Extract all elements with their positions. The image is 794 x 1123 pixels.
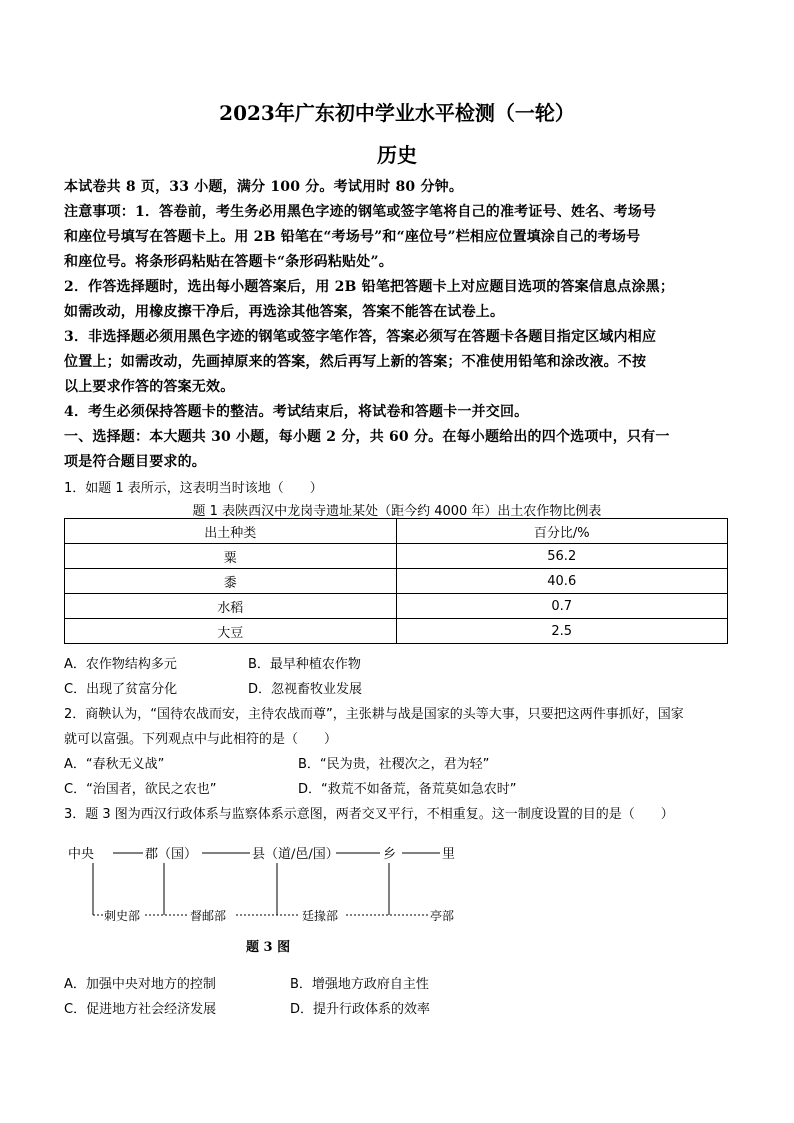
q1-table-caption: 题 1 表陕西汉中龙岗寺遗址某处（距今约 4000 年）出土农作物比例表 [192,504,602,519]
q1-option-a[interactable]: A．农作物结构多元 [64,657,177,672]
table-row [65,544,728,569]
q2-option-d[interactable]: D．“救荒不如备荒，备荒莫如急农时” [298,782,517,797]
table-cell: 56.2 [396,544,728,569]
instruction-line: 位置上；如需改动，先画掉原来的答案，然后再写上新的答案；不准使用铅笔和涂改液。不按 [64,354,647,370]
table-cell: 2.5 [396,619,728,644]
q3-diagram [0,835,794,965]
table-header-cell: 百分比/% [396,519,728,544]
table-cell: 水稻 [65,594,397,619]
instruction-line: 和座位号。将条形码粘贴在答题卡“条形码粘贴处”。 [64,254,393,270]
q3-option-b[interactable]: B．增强地方政府自主性 [290,977,429,992]
subject-title: 历史 [377,143,417,167]
q1-option-b[interactable]: B．最早种植农作物 [248,657,361,672]
diagram-label-admin: 中央 [68,847,95,862]
instruction-line: 本试卷共 8 页，33 小题，满分 100 分。考试用时 80 分钟。 [64,179,464,195]
diagram-label-admin: 县（道/邑/国） [252,847,339,862]
section-heading: 项是符合题目要求的。 [64,454,206,470]
table-row [65,594,728,619]
instruction-line: 注意事项：1．答卷前，考生务必用黑色字迹的钢笔或签字笔将自己的准考证号、姓名、考场号 [64,204,657,220]
exam-title: 2023年广东初中学业水平检测（一轮） [219,101,575,125]
diagram-label-supervision: 刺史部 [104,909,141,923]
q3-option-c[interactable]: C．促进地方社会经济发展 [64,1002,217,1017]
q3-stem: 3．题 3 图为西汉行政体系与监察体系示意图，两者交叉平行，不相重复。这一制度设置的目的是（ ） [64,807,674,822]
q2-stem: 就可以富强。下列观点中与此相符的是（ ） [64,732,338,747]
instruction-line: 4．考生必须保持答题卡的整洁。考试结束后，将试卷和答题卡一并交回。 [64,404,529,420]
table-header-row [65,519,728,544]
table-cell: 大豆 [65,619,397,644]
diagram-label-supervision: 督邮部 [190,909,227,923]
instruction-line: 如需改动，用橡皮擦干净后，再选涂其他答案，答案不能答在试卷上。 [64,304,505,320]
table-row [65,619,728,644]
instruction-line: 以上要求作答的答案无效。 [64,379,235,395]
table-cell: 0.7 [396,594,728,619]
table-row [65,569,728,594]
diagram-label-supervision: 廷掾部 [302,909,339,923]
q2-option-c[interactable]: C．“治国者，欲民之农也” [64,782,217,797]
table-header-cell: 出土种类 [65,519,397,544]
diagram-label-supervision: 亭部 [430,909,455,923]
q3-option-d[interactable]: D．提升行政体系的效率 [290,1002,431,1017]
instruction-line: 2．作答选择题时，选出每小题答案后，用 2B 铅笔把答题卡上对应题目选项的答案信息点涂黑； [64,279,675,295]
table-cell: 黍 [65,569,397,594]
q3-figure-caption: 题 3 图 [246,940,291,955]
q1-table [64,518,728,644]
section-heading: 一、选择题：本大题共 30 小题，每小题 2 分，共 60 分。在每小题给出的四个选项中，只有一 [64,429,670,445]
q1-stem: 1．如题 1 表所示，这表明当时该地（ ） [64,481,323,496]
diagram-label-admin: 里 [442,847,456,862]
table-cell: 40.6 [396,569,728,594]
instruction-line: 3．非选择题必须用黑色字迹的钢笔或签字笔作答，答案必须写在答题卡各题目指定区域内相应 [64,329,657,345]
q2-option-a[interactable]: A．“春秋无义战” [64,757,165,772]
q3-option-a[interactable]: A．加强中央对地方的控制 [64,977,216,992]
q1-option-c[interactable]: C．出现了贫富分化 [64,682,178,697]
q2-option-b[interactable]: B．“民为贵，社稷次之，君为轻” [298,757,490,772]
q2-stem: 2．商鞅认为，“国待农战而安，主待农战而尊”，主张耕与战是国家的头等大事，只要把这两件事抓好，国家 [64,707,684,722]
instruction-line: 和座位号填写在答题卡上。用 2B 铅笔在“考场号”和“座位号”栏相应位置填涂自己的考场号 [64,229,641,245]
q1-option-d[interactable]: D．忽视畜牧业发展 [248,682,363,697]
diagram-label-admin: 乡 [383,847,397,862]
diagram-label-admin: 郡（国） [145,847,198,862]
table-cell: 粟 [65,544,397,569]
